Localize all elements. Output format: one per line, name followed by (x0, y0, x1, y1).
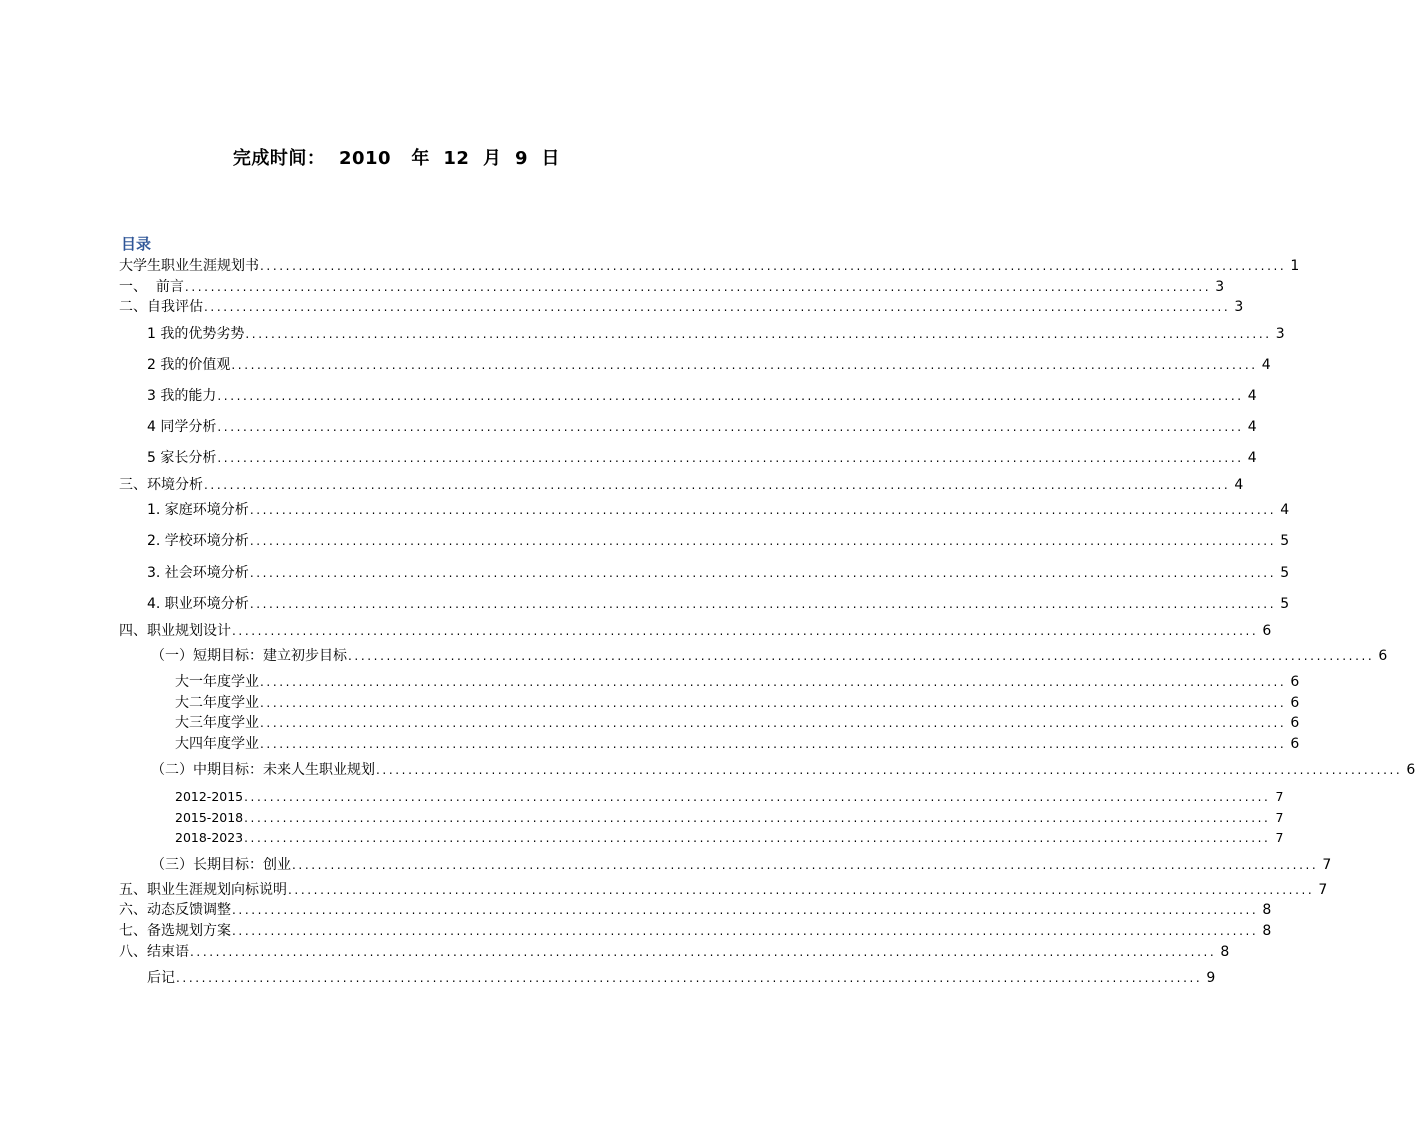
toc-page-number: 8 (1220, 944, 1230, 960)
toc-entry-label: 2018-2023 (175, 830, 244, 845)
toc-entry-label: 4. 职业环境分析 (147, 596, 249, 612)
toc-entry[interactable] (151, 856, 1332, 874)
toc-entry-label: 二、自我评估 (119, 299, 203, 315)
toc-dot-leader: ................................................................................................................................................................ (232, 624, 1259, 638)
toc-entry-label: 1 我的优势劣势 (147, 326, 245, 342)
toc-page-number: 1 (1290, 258, 1300, 274)
toc-dot-leader: ................................................................................................................................................................ (232, 924, 1259, 938)
toc-entry-label: 大学生职业生涯规划书 (119, 258, 259, 274)
toc-entry-label: 一、 前言 (119, 279, 184, 295)
toc-dot-leader: ................................................................................................................................................................ (260, 737, 1287, 751)
toc-dot-leader: ................................................................................................................................................................ (176, 971, 1203, 985)
toc-page-number: 3 (1234, 299, 1244, 315)
toc-dot-leader: ................................................................................................................................................................ (292, 858, 1319, 872)
toc-page-number: 3 (1215, 279, 1225, 295)
toc-entry[interactable] (151, 761, 1415, 779)
toc-dot-leader: ................................................................................................................................................................ (190, 945, 1217, 959)
toc-entry[interactable] (175, 694, 1300, 712)
toc-page-number: 6 (1406, 762, 1415, 778)
toc-entry-label: 2015-2018 (175, 810, 244, 825)
toc-entry-label: 5 家长分析 (147, 450, 217, 466)
toc-entry-label: （一）短期目标：建立初步目标 (151, 648, 347, 664)
toc-entry[interactable] (147, 532, 1290, 550)
toc-page-number: 6 (1378, 648, 1388, 664)
toc-page-number: 3 (1275, 326, 1285, 342)
toc-entry[interactable] (175, 735, 1300, 753)
toc-entry[interactable] (147, 387, 1257, 405)
toc-dot-leader: ................................................................................................................................................................ (217, 420, 1244, 434)
toc-dot-leader: ................................................................................................................................................................ (260, 696, 1287, 710)
toc-entry[interactable] (119, 476, 1244, 494)
toc-entry[interactable] (175, 714, 1300, 732)
toc-dot-leader: ................................................................................................................................................................ (217, 389, 1244, 403)
toc-page-number: 4 (1261, 357, 1271, 373)
toc-page-number: 5 (1280, 596, 1290, 612)
toc-entry-label: 2012-2015 (175, 789, 244, 804)
toc-entry[interactable] (151, 647, 1388, 665)
toc-entry[interactable] (175, 788, 1284, 806)
toc-page-number: 5 (1280, 565, 1290, 581)
toc-dot-leader: ................................................................................................................................................................ (231, 358, 1258, 372)
toc-dot-leader: ................................................................................................................................................................ (217, 451, 1244, 465)
toc-dot-leader: ................................................................................................................................................................ (232, 903, 1259, 917)
toc-entry-label: 三、环境分析 (119, 477, 203, 493)
toc-entry[interactable] (147, 969, 1216, 987)
toc-page-number: 4 (1234, 477, 1244, 493)
toc-entry-label: 2 我的价值观 (147, 357, 231, 373)
toc-entry[interactable] (147, 564, 1290, 582)
toc-entry-label: 后记 (147, 970, 175, 986)
toc-entry[interactable] (147, 449, 1257, 467)
toc-dot-leader: ................................................................................................................................................................ (244, 831, 1271, 845)
toc-dot-leader: ................................................................................................................................................................ (244, 811, 1271, 825)
toc-page-number: 6 (1290, 736, 1300, 752)
toc-dot-leader: ................................................................................................................................................................ (260, 716, 1287, 730)
toc-entry[interactable] (119, 257, 1300, 275)
toc-page-number: 4 (1247, 388, 1257, 404)
toc-page-number: 8 (1262, 923, 1272, 939)
toc-entry[interactable] (119, 922, 1272, 940)
toc-page-number: 7 (1322, 857, 1332, 873)
toc-page-number: 8 (1262, 902, 1272, 918)
toc-entry-label: 3. 社会环境分析 (147, 565, 249, 581)
toc-entry[interactable] (175, 673, 1300, 691)
toc-entry[interactable] (147, 418, 1257, 436)
toc-dot-leader: ................................................................................................................................................................ (204, 478, 1231, 492)
toc-dot-leader: ................................................................................................................................................................ (244, 790, 1271, 804)
toc-dot-leader: ................................................................................................................................................................ (249, 503, 1277, 517)
toc-dot-leader: ................................................................................................................................................................ (184, 280, 1212, 294)
toc-page-number: 7 (1318, 882, 1328, 898)
toc-entry[interactable] (175, 829, 1284, 847)
toc-page-number: 6 (1290, 715, 1300, 731)
toc-entry[interactable] (119, 278, 1225, 296)
toc-entry-label: 八、结束语 (119, 944, 189, 960)
toc-dot-leader: ................................................................................................................................................................ (249, 566, 1277, 580)
toc-page-number: 7 (1275, 830, 1284, 845)
toc-entry[interactable] (147, 356, 1271, 374)
toc-entry[interactable] (119, 622, 1272, 640)
toc-dot-leader: ................................................................................................................................................................ (245, 327, 1272, 341)
toc-entry[interactable] (119, 881, 1328, 899)
toc-page-number: 6 (1290, 695, 1300, 711)
toc-page-number: 6 (1262, 623, 1272, 639)
toc-page-number: 7 (1275, 810, 1284, 825)
toc-entry-label: 六、动态反馈调整 (119, 902, 231, 918)
toc-entry-label: 1. 家庭环境分析 (147, 502, 249, 518)
toc-dot-leader: ................................................................................................................................................................ (204, 300, 1231, 314)
toc-entry[interactable] (175, 809, 1284, 827)
toc-entry[interactable] (119, 901, 1272, 919)
toc-entry-label: （三）长期目标：创业 (151, 857, 291, 873)
toc-entry-label: （二）中期目标：未来人生职业规划 (151, 762, 375, 778)
toc-page-number: 6 (1290, 674, 1300, 690)
toc-dot-leader: ................................................................................................................................................................ (249, 534, 1277, 548)
toc-page-number: 5 (1280, 533, 1290, 549)
toc-entry[interactable] (119, 943, 1230, 961)
toc-entry-label: 大二年度学业 (175, 695, 259, 711)
toc-entry[interactable] (147, 325, 1285, 343)
toc-entry-label: 五、职业生涯规划向标说明 (119, 882, 287, 898)
toc-dot-leader: ................................................................................................................................................................ (249, 597, 1277, 611)
toc-page-number: 4 (1280, 502, 1290, 518)
toc-page-number: 4 (1247, 419, 1257, 435)
toc-entry-label: 四、职业规划设计 (119, 623, 231, 639)
toc-heading: 目录 (121, 235, 152, 253)
toc-page-number: 9 (1206, 970, 1216, 986)
toc-entry[interactable] (119, 298, 1244, 316)
toc-entry-label: 大三年度学业 (175, 715, 259, 731)
toc-entry[interactable] (147, 501, 1290, 519)
toc-entry-label: 大一年度学业 (175, 674, 259, 690)
toc-page-number: 4 (1247, 450, 1257, 466)
toc-entry-label: 七、备选规划方案 (119, 923, 231, 939)
toc-dot-leader: ................................................................................................................................................................ (260, 259, 1287, 273)
toc-entry-label: 2. 学校环境分析 (147, 533, 249, 549)
completion-date-line: 完成时间： 2010 年 12 月 9 日 (232, 148, 561, 169)
toc-dot-leader: ................................................................................................................................................................ (348, 649, 1375, 663)
toc-dot-leader: ................................................................................................................................................................ (376, 763, 1403, 777)
toc-dot-leader: ................................................................................................................................................................ (260, 675, 1287, 689)
toc-entry-label: 3 我的能力 (147, 388, 217, 404)
toc-entry-label: 4 同学分析 (147, 419, 217, 435)
toc-entry-label: 大四年度学业 (175, 736, 259, 752)
toc-dot-leader: ................................................................................................................................................................ (288, 883, 1315, 897)
toc-page-number: 7 (1275, 789, 1284, 804)
toc-entry[interactable] (147, 595, 1290, 613)
